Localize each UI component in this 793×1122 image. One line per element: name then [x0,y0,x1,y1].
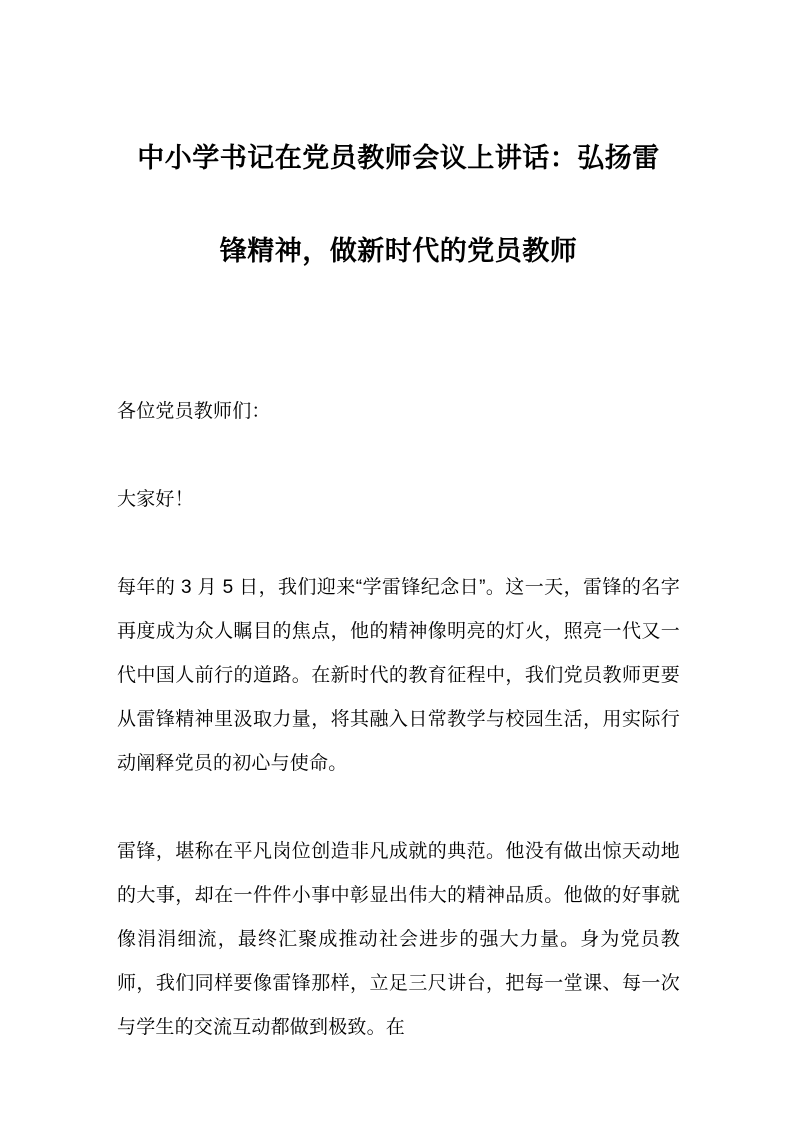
body-paragraph-2: 雷锋，堪称在平凡岗位创造非凡成就的典范。他没有做出惊天动地的大事，却在一件件小事中彰显出伟大的精神品质。他做的好事就像涓涓细流，最终汇聚成推动社会进步的强大力量。身为党员教师，我们同样要像雷锋那样，立足三尺讲台，把每一堂课、每一次与学生的交流互动都做到极致。在 [117,841,680,1038]
document-content [117,0,680,1050]
greeting: 大家好！ [117,489,194,510]
document-body [117,298,680,1050]
salutation: 各位党员教师们： [117,401,271,422]
page-title-line-2: 锋精神，做新时代的党员教师 [219,236,578,266]
page-title-line-1: 中小学书记在党员教师会议上讲话：弘扬雷 [137,143,660,173]
page-title [117,0,680,298]
body-paragraph-1: 每年的 3 月 5 日，我们迎来“学雷锋纪念日”。这一天，雷锋的名字再度成为众人瞩目的焦点，他的精神像明亮的灯火，照亮一代又一代中国人前行的道路。在新时代的教育征程中，我们党员教师更要从雷锋精神里汲取力量，将其融入日常教学与校园生活，用实际行动阐释党员的初心与使命。 [117,577,680,774]
